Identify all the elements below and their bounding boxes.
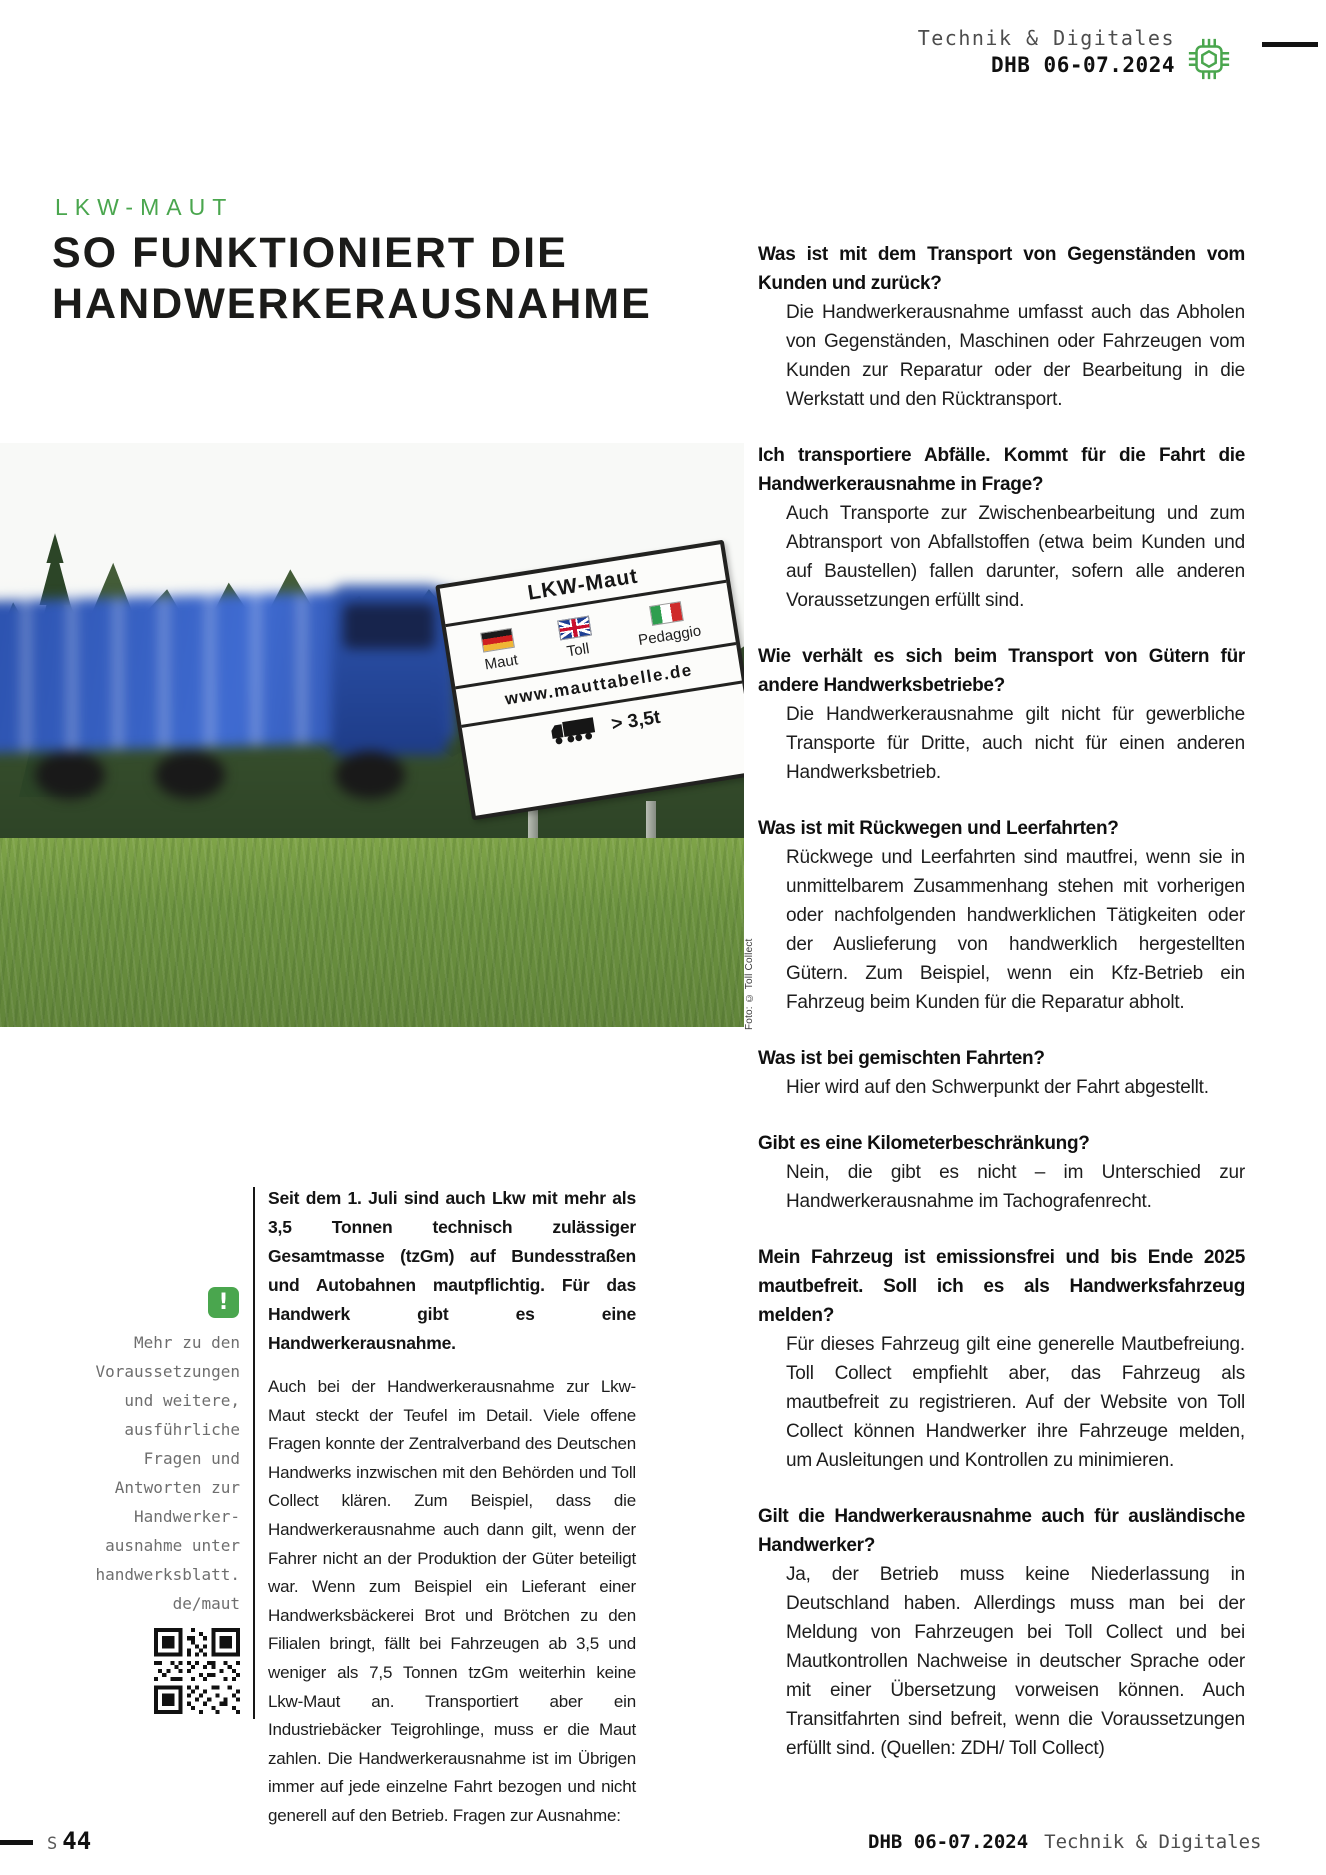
sign-url: www.mauttabelle.de xyxy=(456,645,743,728)
qr-code[interactable] xyxy=(154,1628,240,1714)
truck-wheel xyxy=(335,751,405,799)
article-photo xyxy=(0,443,744,1027)
sidebar-note-line: ausführliche xyxy=(124,1420,240,1439)
question: Wie verhält es sich beim Transport von Gütern für andere Handwerksbetriebe? xyxy=(758,646,1245,696)
headline-line-2: HANDWERKERAUSNAHME xyxy=(52,280,652,328)
german-flag xyxy=(480,628,515,653)
italian-flag xyxy=(649,601,684,626)
question: Ich transportiere Abfälle. Kommt für die Fahrt die Handwerkerausnahme in Frage? xyxy=(758,445,1245,495)
question: Was ist mit Rückwegen und Leerfahrten? xyxy=(758,818,1119,839)
chip-icon xyxy=(1186,36,1232,82)
page-number: 44 xyxy=(62,1827,92,1855)
article-kicker: LKW-MAUT xyxy=(55,194,234,220)
qa-block xyxy=(758,1044,1245,1102)
sidebar-note xyxy=(28,1328,240,1618)
question: Gibt es eine Kilometerbeschränkung? xyxy=(758,1133,1090,1154)
body-paragraph: Auch bei der Handwerkerausnahme zur Lkw-Maut steckt der Teufel im Detail. Viele offene Fragen konnte der Zentralverband des Deutschen Handwerks inzwischen mit den Behörden und Toll Collect klären. Zum Beispiel, dass die Handwerkerausnahme auch dann gilt, wenn der Fahrer nicht an der Produktion der Güter beteiligt war. Wenn zum Beispiel ein Lieferant einer Handwerksbäckerei Brot und Brötchen zu den Filialen bringt, fällt bei Fahrzeugen ab 3,5 und weniger als 7,5 Tonnen tzGm weiterhin keine Lkw-Maut an. Transportiert aber ein Industriebäcker Teigrohlinge, muss er die Maut zahlen. Die Handwerkerausnahme ist im Übrigen immer auf jede einzelne Fahrt bezogen und nicht generell auf den Betrieb. Fragen zur Ausnahme: xyxy=(268,1377,636,1825)
question: Mein Fahrzeug ist emissionsfrei und bis Ende 2025 mautbefreit. Soll ich es als Handwerksfahrzeug melden? xyxy=(758,1247,1245,1326)
flag-label: Pedaggio xyxy=(637,622,703,650)
sign-item-pedaggio xyxy=(633,599,702,649)
answer: Die Handwerkerausnahme gilt nicht für gewerbliche Transporte für Dritte, auch nicht für einen anderen Handwerksbetrieb. xyxy=(786,704,1245,783)
sidebar-note-line: Handwerker- xyxy=(134,1507,240,1526)
uk-flag xyxy=(557,616,592,641)
qa-block xyxy=(758,642,1245,787)
sidebar-note-line: Fragen und xyxy=(143,1449,240,1468)
footer-issue-section xyxy=(868,1831,1262,1853)
footer-section: Technik & Digitales xyxy=(1044,1831,1262,1853)
answer: Auch Transporte zur Zwischenbearbeitung und zum Abtransport von Abfallstoffen (etwa beim Kunden und auf Baustellen) fallen darunter, sofern alle anderen Voraussetzungen erfüllt sind. xyxy=(786,503,1245,611)
qa-block xyxy=(758,240,1245,414)
intro-paragraph: Seit dem 1. Juli sind auch Lkw mit mehr als 3,5 Tonnen technisch zulässiger Gesamtmasse (tzGm) auf Bundesstraßen und Autobahnen mautpflichtig. Für das Handwerk gibt es eine Handwerkerausnahme. xyxy=(268,1188,636,1353)
page-prefix: S xyxy=(47,1834,58,1854)
truck-windshield xyxy=(343,603,435,649)
sidebar-note-line: ausnahme unter xyxy=(105,1536,240,1555)
sign-item-toll xyxy=(557,616,595,662)
sign-weight-limit: > 3,5t xyxy=(609,706,662,736)
article-headline xyxy=(52,228,652,330)
photo-blue-truck xyxy=(0,581,455,811)
sidebar-note-line: handwerksblatt. xyxy=(95,1565,240,1584)
sidebar-note-line: und weitere, xyxy=(124,1391,240,1410)
sidebar-note-line: Mehr zu den xyxy=(134,1333,240,1352)
question: Was ist mit dem Transport von Gegenständen vom Kunden und zurück? xyxy=(758,244,1245,294)
sidebar-note-line: de/maut xyxy=(172,1594,240,1613)
flag-label: Maut xyxy=(483,651,520,674)
answer: Nein, die gibt es nicht – im Unterschied zur Handwerkerausnahme im Tachografenrecht. xyxy=(786,1162,1245,1212)
qa-block xyxy=(758,1502,1245,1763)
question: Was ist bei gemischten Fahrten? xyxy=(758,1048,1045,1069)
answer: Hier wird auf den Schwerpunkt der Fahrt abgestellt. xyxy=(786,1077,1209,1098)
footer-issue: DHB 06-07.2024 xyxy=(868,1831,1029,1853)
page-header xyxy=(918,26,1175,77)
page-number-label xyxy=(47,1827,91,1855)
header-rule xyxy=(1262,42,1318,47)
lkw-maut-sign xyxy=(435,540,744,821)
sidebar-note-line: Voraussetzungen xyxy=(95,1362,240,1381)
truck-wheel xyxy=(35,751,105,799)
question: Gilt die Handwerkerausnahme auch für ausländische Handwerker? xyxy=(758,1506,1245,1556)
qa-block xyxy=(758,441,1245,615)
sidebar-note-line: Antworten zur xyxy=(114,1478,240,1497)
answer: Rückwege und Leerfahrten sind mautfrei, wenn sie in unmittelbarem Zusammenhang stehen mit vorherigen oder nachfolgenden handwerklichen Tätigkeiten oder der Auslieferung von handwerklich hergestellten Gütern. Zum Beispiel, wenn ein Kfz-Betrieb ein Fahrzeug beim Kunden für die Reparatur abholt. xyxy=(786,847,1245,1013)
footer-rule xyxy=(0,1840,33,1845)
photo-grass xyxy=(0,838,744,1027)
headline-line-1: SO FUNKTIONIERT DIE xyxy=(52,229,568,277)
middle-column xyxy=(268,1184,636,1831)
column-divider xyxy=(253,1187,255,1719)
photo-credit: Foto: © Toll Collect xyxy=(744,938,755,1030)
sign-item-maut xyxy=(480,628,519,674)
exclamation-badge-icon: ! xyxy=(208,1287,239,1318)
truck-icon xyxy=(549,716,598,747)
qa-block xyxy=(758,1243,1245,1475)
answer: Für dieses Fahrzeug gilt eine generelle Mautbefreiung. Toll Collect empfiehlt aber, das Fahrzeug als mautbefreit zu registrieren. Auf der Website von Toll Collect können Handwerker ihre Fahrzeuge melden, um Ausleitungen und Kontrollen zu minimieren. xyxy=(786,1334,1245,1471)
truck-wheel xyxy=(155,751,225,799)
qa-column xyxy=(758,240,1245,1790)
header-issue-label: DHB 06-07.2024 xyxy=(990,53,1175,77)
answer: Ja, der Betrieb muss keine Niederlassung in Deutschland haben. Allerdings muss man bei der Meldung von Fahrzeugen bei Toll Collect und bei Mautkontrollen Nachweise in deutscher Sprache oder mit einer Übersetzung vorweisen können. Auch Transitfahrten sind befreit, wenn die Voraussetzungen erfüllt sind. (Quellen: ZDH/ Toll Collect) xyxy=(786,1564,1245,1759)
flag-label: Toll xyxy=(565,640,591,661)
sign-title: LKW-Maut xyxy=(440,544,727,627)
header-section-label: Technik & Digitales xyxy=(917,26,1175,50)
qa-block xyxy=(758,1129,1245,1216)
answer: Die Handwerkerausnahme umfasst auch das Abholen von Gegenständen, Maschinen oder Fahrzeugen vom Kunden zur Reparatur oder der Bearbeitung in die Werkstatt und den Rücktransport. xyxy=(786,302,1245,410)
qa-block xyxy=(758,814,1245,1017)
